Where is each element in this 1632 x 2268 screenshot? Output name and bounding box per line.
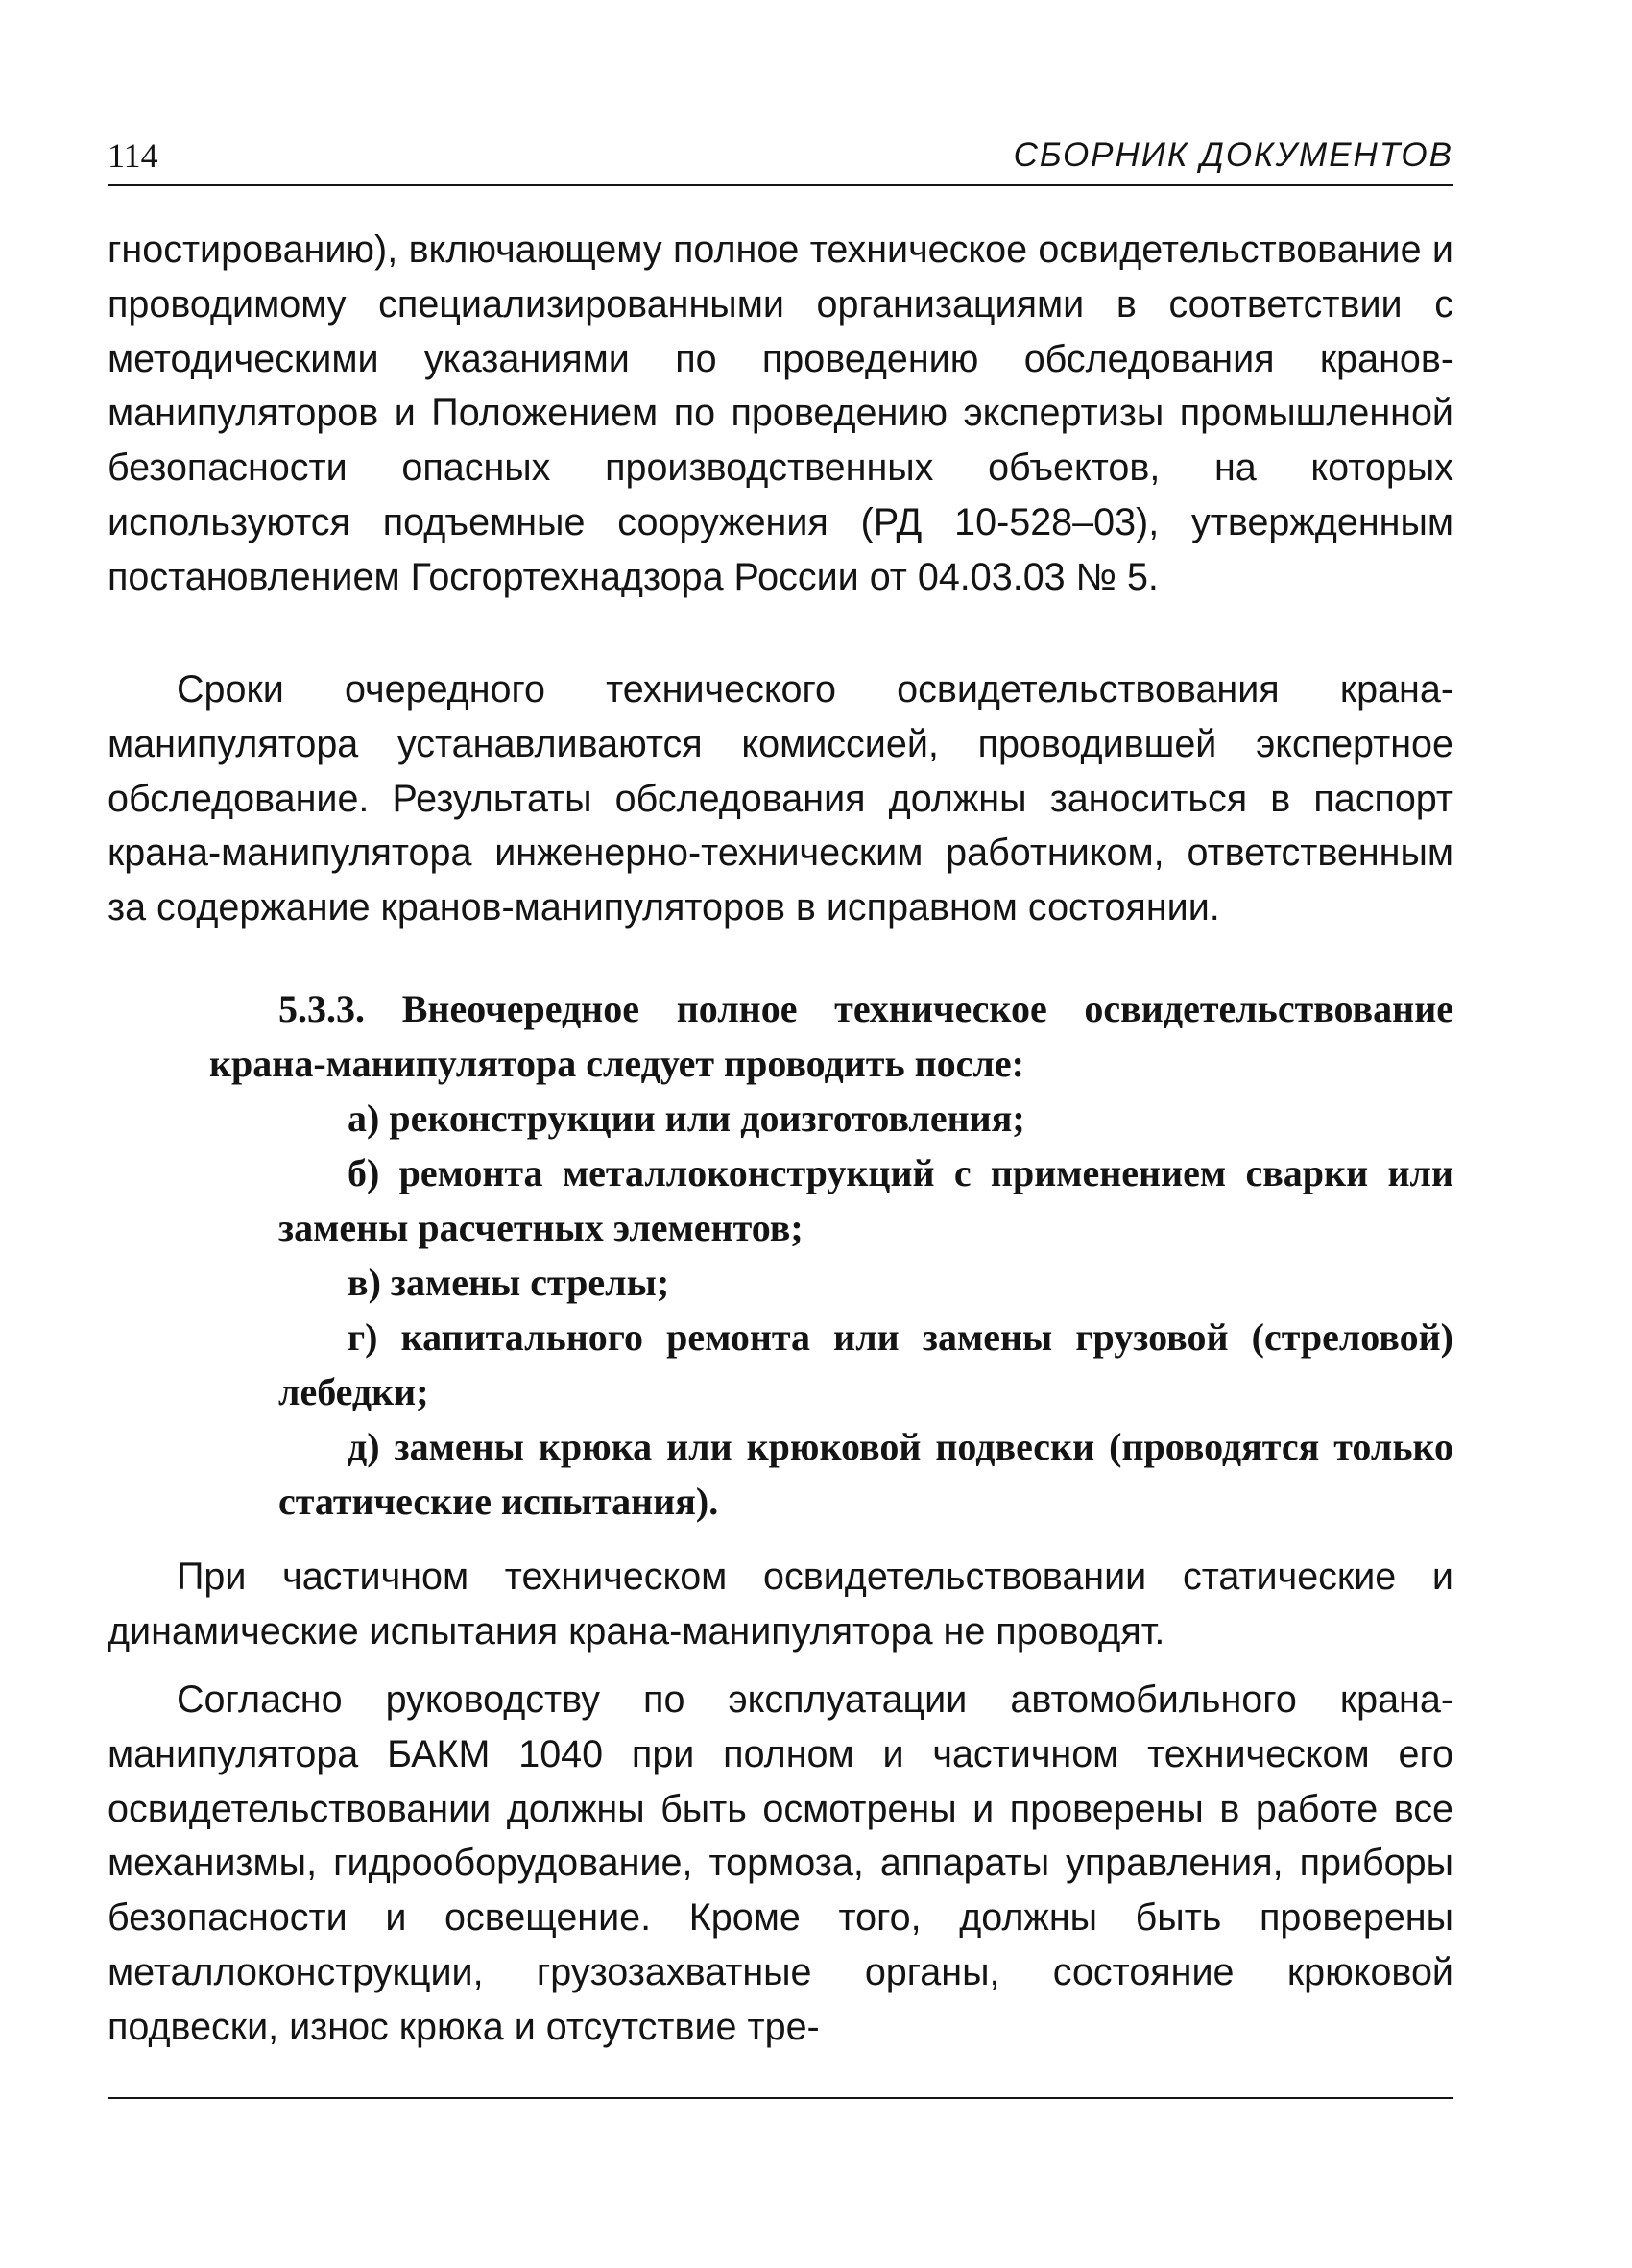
clause-item-d: д) замены крюка или крюковой подвески (проводятся только статические испытания).	[278, 1425, 1453, 1523]
header-rule	[108, 184, 1453, 186]
clause-item-a: а) реконструкции или доизготовления;	[348, 1097, 1025, 1140]
paragraph-bakm-manual: Согласно руководству по эксплуатации автомобильного крана-манипулятора БАКМ 1040 при полном и частичном техническом его освидетельствовании должны быть осмотрены и проверены в работе все механизмы, гидрооборудование, тормоза, аппараты управления, приборы безопасности и освещение. Кроме того, должны быть проверены металлоконструкции, грузозахватные органы, состояние крюковой подвески, износ крюка и отсутствие тре-	[108, 1678, 1453, 2048]
paragraph-partial-inspection: При частичном техническом освидетельствовании статические и динамические испытания крана-манипулятора не проводят.	[108, 1556, 1453, 1653]
clause-item-g: г) капитального ремонта или замены грузовой (стреловой) лебедки;	[278, 1315, 1453, 1413]
paragraph-inspection-terms: Сроки очередного технического освидетельствования крана-манипулятора устанавливаются комиссией, проводившей экспертное обследование. Результаты обследования должны заноситься в паспорт крана-манипулятора инженерно-техническим работником, ответственным за содержание кранов-манипуляторов в исправном состоянии.	[108, 668, 1453, 929]
running-title: СБОРНИК ДОКУМЕНТОВ	[1013, 136, 1453, 174]
clause-item-b: б) ремонта металлоконструкций с применением сварки или замены расчетных элементов;	[278, 1151, 1453, 1249]
page-number: 114	[108, 136, 158, 175]
footer-rule	[108, 2097, 1453, 2099]
clause-item-v: в) замены стрелы;	[348, 1261, 670, 1304]
clause-5-3-3-heading: 5.3.3. Внеочередное полное техническое освидетельствование крана-манипулятора следует проводить после:	[209, 987, 1453, 1085]
paragraph-continued: гностированию), включающему полное техническое освидетельствование и проводимому специализированными организациями в соответствии с методическими указаниями по проведению обследования кранов-манипуляторов и Положением по проведению экспертизы промышленной безопасности опасных производственных объектов, на которых используются подъемные сооружения (РД 10-528–03), утвержденным постановлением Госгортехнадзора России от 04.03.03 № 5.	[108, 229, 1453, 598]
